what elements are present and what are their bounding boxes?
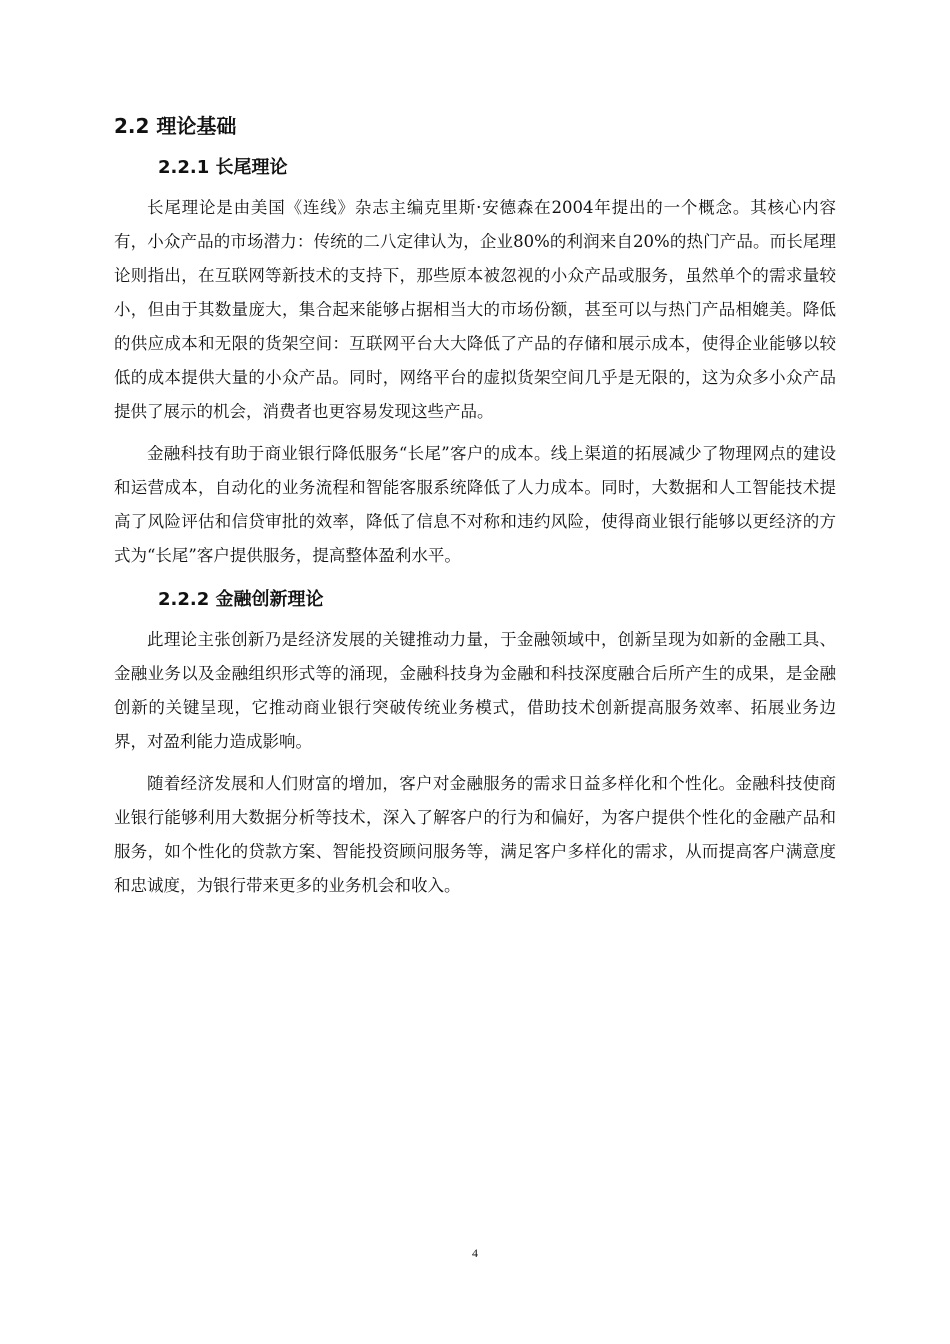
- paragraph: 随着经济发展和人们财富的增加，客户对金融服务的需求日益多样化和个性化。金融科技使商业银行能够利用大数据分析等技术，深入了解客户的行为和偏好，为客户提供个性化的金融产品和服务，如个性化的贷款方案、智能投资顾问服务等，满足客户多样化的需求，从而提高客户满意度和忠诚度，为银行带来更多的业务机会和收入。: [114, 774, 836, 895]
- subsection-long-tail: [114, 155, 836, 573]
- paragraph: 长尾理论是由美国《连线》杂志主编克里斯·安德森在2004年提出的一个概念。其核心内容有，小众产品的市场潜力：传统的二八定律认为，企业80%的利润来自20%的热门产品。而长尾理论则指出，在互联网等新技术的支持下，那些原本被忽视的小众产品或服务，虽然单个的需求量较小，但由于其数量庞大，集合起来能够占据相当大的市场份额，甚至可以与热门产品相媲美。降低的供应成本和无限的货架空间：互联网平台大大降低了产品的存储和展示成本，使得企业能够以较低的成本提供大量的小众产品。同时，网络平台的虚拟货架空间几乎是无限的，这为众多小众产品提供了展示的机会，消费者也更容易发现这些产品。: [114, 198, 836, 421]
- paragraph: 此理论主张创新乃是经济发展的关键推动力量，于金融领域中，创新呈现为如新的金融工具、金融业务以及金融组织形式等的涌现，金融科技身为金融和科技深度融合后所产生的成果，是金融创新的关键呈现，它推动商业银行突破传统业务模式，借助技术创新提高服务效率、拓展业务边界，对盈利能力造成影响。: [114, 630, 836, 751]
- page-content: [114, 112, 836, 911]
- paragraph: 金融科技有助于商业银行降低服务“长尾”客户的成本。线上渠道的拓展减少了物理网点的建设和运营成本，自动化的业务流程和智能客服系统降低了人力成本。同时，大数据和人工智能技术提高了风险评估和信贷审批的效率，降低了信息不对称和违约风险，使得商业银行能够以更经济的方式为“长尾”客户提供服务，提高整体盈利水平。: [114, 444, 836, 565]
- page-number: 4: [472, 1246, 478, 1260]
- section-heading: 2.2 理论基础: [114, 114, 237, 138]
- subsection-heading: 2.2.1 长尾理论: [158, 157, 288, 178]
- subsection-financial-innovation: [114, 587, 836, 903]
- subsection-heading: 2.2.2 金融创新理论: [158, 589, 324, 610]
